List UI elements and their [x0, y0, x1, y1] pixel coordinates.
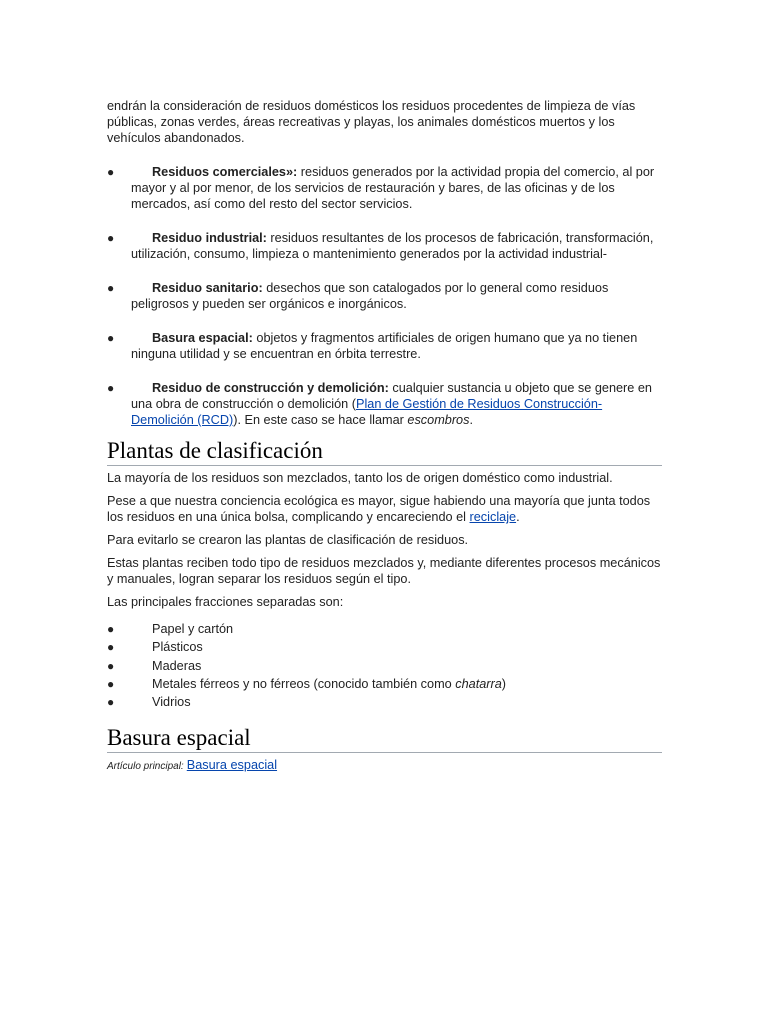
bullet-icon: ●	[107, 640, 115, 655]
main-article-link[interactable]: Basura espacial	[186, 758, 278, 773]
fraction-label: Plásticos	[152, 640, 203, 655]
definition-text: residuos resultantes de los procesos de fabricación, transformación, utilización, consumo, limpieza o mantenimiento generados por la actividad industrial-	[131, 231, 654, 261]
document-body	[107, 98, 662, 775]
bullet-icon: ●	[107, 676, 115, 691]
fraction-label: Metales férreos y no férreos (conocido también como	[152, 676, 456, 691]
list-item	[107, 164, 662, 212]
bullet-icon: ●	[107, 165, 115, 179]
section-heading-plantas: Plantas de clasificación	[107, 438, 662, 466]
paragraph-end: .	[516, 510, 520, 524]
bullet-icon: ●	[107, 281, 115, 295]
definition-text-after: ). En este caso se hace llamar	[233, 413, 408, 427]
paragraph-text: Pese a que nuestra conciencia ecológica es mayor, sigue habiendo una mayoría que junta todos los residuos en una única bolsa, complicando y encareciendo el	[107, 494, 651, 524]
paragraph	[107, 493, 662, 525]
list-item	[107, 280, 662, 312]
fraction-label: Papel y cartón	[152, 622, 234, 636]
list-item	[107, 380, 662, 428]
definition-term: Residuo sanitario:	[152, 281, 263, 295]
paragraph: Las principales fracciones separadas son:	[107, 595, 344, 609]
list-item	[107, 675, 662, 693]
list-item	[107, 330, 662, 362]
bullet-icon: ●	[107, 381, 115, 395]
paragraph: La mayoría de los residuos son mezclados, tanto los de origen doméstico como industrial.	[107, 471, 613, 485]
list-item	[107, 638, 662, 656]
fraction-label: Maderas	[152, 658, 202, 673]
fractions-list	[107, 620, 662, 711]
list-item	[107, 693, 662, 711]
definition-term: Residuo de construcción y demolición:	[152, 381, 389, 395]
bullet-icon: ●	[107, 331, 115, 345]
waste-definitions-list	[107, 164, 662, 428]
definition-text: cualquier sustancia u objeto que se genere en una obra de construcción o demolición (	[131, 381, 652, 411]
definition-term: Basura espacial:	[152, 331, 253, 345]
main-article-note	[107, 757, 662, 775]
definition-text: objetos y fragmentos artificiales de origen humano que ya no tienen ninguna utilidad y se encuentran en órbita terrestre.	[131, 331, 638, 361]
bullet-icon: ●	[107, 622, 115, 636]
rcd-plan-link[interactable]: Plan de Gestión de Residuos Construcción-Demolición (RCD)	[131, 397, 603, 427]
definition-text: residuos generados por la actividad propia del comercio, al por mayor y al por menor, de los servicios de restauración y bares, de las oficinas y de los mercados, así como del resto del sector servicios.	[131, 165, 655, 211]
reciclaje-link[interactable]: reciclaje	[469, 510, 517, 524]
bullet-icon: ●	[107, 658, 115, 673]
definition-term: Residuo industrial:	[152, 231, 267, 245]
main-article-label: Artículo principal:	[107, 761, 184, 773]
list-item	[107, 620, 662, 638]
chatarra-term: chatarra	[455, 676, 502, 691]
definition-text: desechos que son catalogados por lo general como residuos peligrosos y pueden ser orgánicos e inorgánicos.	[131, 281, 609, 311]
fraction-label: Vidrios	[152, 695, 191, 710]
definition-term: Residuos comerciales»:	[152, 165, 298, 179]
list-item	[107, 230, 662, 262]
section-heading-basura-espacial: Basura espacial	[107, 725, 662, 753]
paragraph: Para evitarlo se crearon las plantas de clasificación de residuos.	[107, 533, 469, 547]
definition-end: .	[469, 413, 473, 427]
bullet-icon: ●	[107, 695, 115, 710]
intro-paragraph: endrán la consideración de residuos domésticos los residuos procedentes de limpieza de vías públicas, zonas verdes, áreas recreativas y playas, los animales domésticos muertos y los vehículos abandonados.	[107, 99, 636, 145]
paragraph: Estas plantas reciben todo tipo de residuos mezclados y, mediante diferentes procesos mecánicos y manuales, logran separar los residuos según el tipo.	[107, 556, 661, 586]
fraction-close: )	[501, 676, 507, 691]
list-item	[107, 657, 662, 675]
bullet-icon: ●	[107, 231, 115, 245]
escombros-term: escombros	[407, 413, 470, 427]
